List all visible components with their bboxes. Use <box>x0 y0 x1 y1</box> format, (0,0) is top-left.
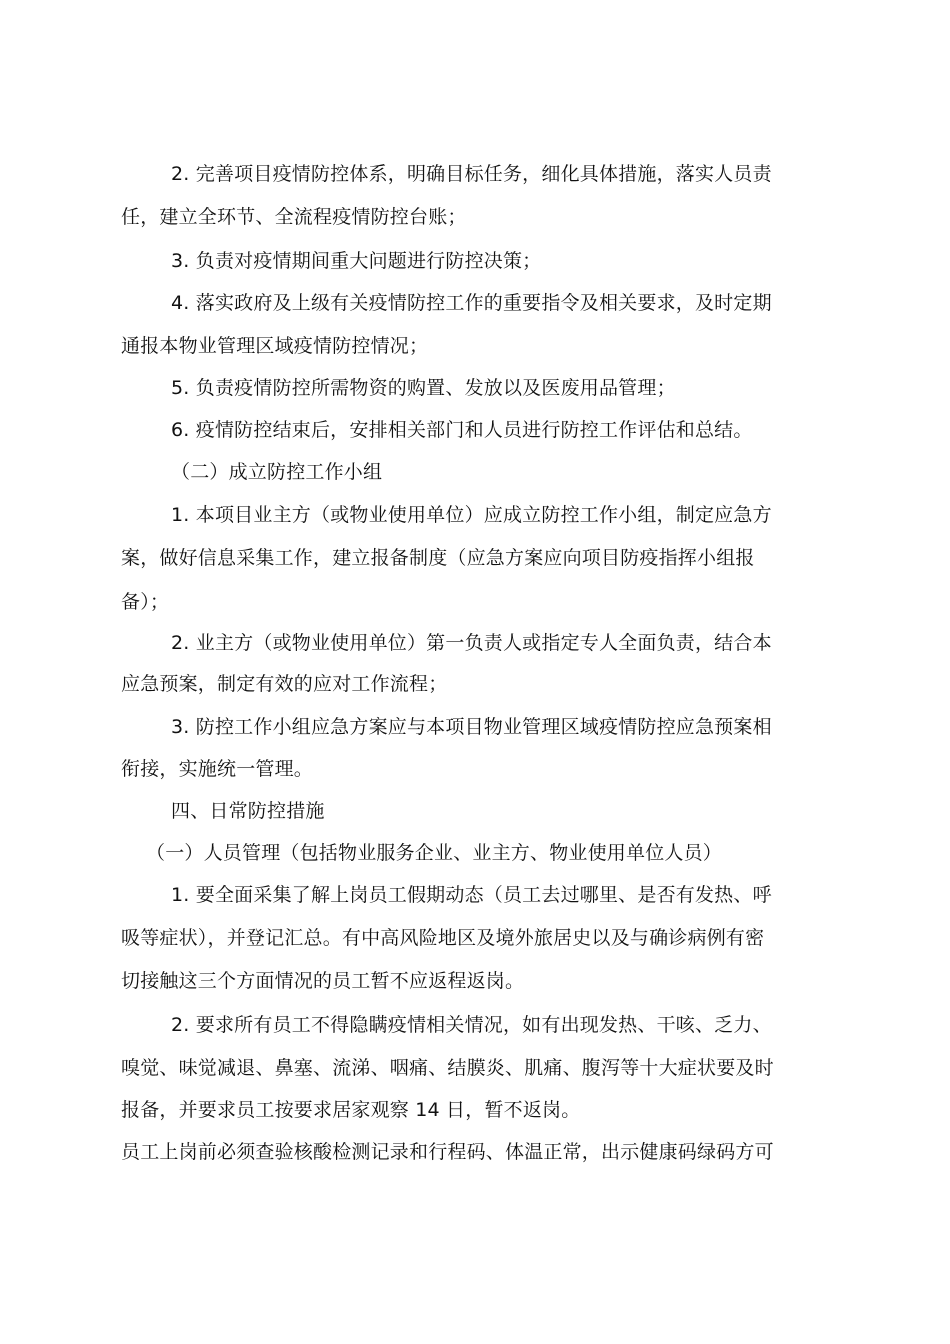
text-line: 任，建立全环节、全流程疫情防控台账； <box>121 206 467 228</box>
chapter-heading: 四、日常防控措施 <box>171 800 325 822</box>
text-line: 3. 负责对疫情期间重大问题进行防控决策； <box>171 250 542 272</box>
text-line: 3. 防控工作小组应急方案应与本项目物业管理区域疫情防控应急预案相 <box>171 716 772 738</box>
text-line: 案，做好信息采集工作，建立报备制度（应急方案应向项目防疫指挥小组报 <box>121 547 755 569</box>
section-heading: （一）人员管理（包括物业服务企业、业主方、物业使用单位人员） <box>146 842 723 864</box>
text-line: 吸等症状），并登记汇总。有中高风险地区及境外旅居史以及与确诊病例有密 <box>121 927 765 949</box>
text-line: 6. 疫情防控结束后，安排相关部门和人员进行防控工作评估和总结。 <box>171 419 753 441</box>
text-line: 2. 业主方（或物业使用单位）第一负责人或指定专人全面负责，结合本 <box>171 632 772 654</box>
text-line: 切接触这三个方面情况的员工暂不应返程返岗。 <box>121 970 525 992</box>
text-line: 2. 完善项目疫情防控体系，明确目标任务，细化具体措施，落实人员责 <box>171 163 772 185</box>
text-line: 2. 要求所有员工不得隐瞒疫情相关情况，如有出现发热、干咳、乏力、 <box>171 1014 772 1036</box>
text-line: 4. 落实政府及上级有关疫情防控工作的重要指令及相关要求，及时定期 <box>171 292 772 314</box>
text-line: 备）； <box>121 591 170 613</box>
text-line: 嗅觉、味觉减退、鼻塞、流涕、咽痛、结膜炎、肌痛、腹泻等十大症状要及时 <box>121 1057 774 1079</box>
section-heading: （二）成立防控工作小组 <box>171 461 383 483</box>
text-line: 员工上岗前必须查验核酸检测记录和行程码、体温正常，出示健康码绿码方可 <box>121 1141 774 1163</box>
text-line: 报备，并要求员工按要求居家观察 14 日，暂不返岗。 <box>121 1099 581 1121</box>
text-line: 1. 要全面采集了解上岗员工假期动态（员工去过哪里、是否有发热、呼 <box>171 884 772 906</box>
text-line: 通报本物业管理区域疫情防控情况； <box>121 335 429 357</box>
text-line: 1. 本项目业主方（或物业使用单位）应成立防控工作小组，制定应急方 <box>171 504 772 526</box>
text-line: 应急预案，制定有效的应对工作流程； <box>121 673 448 695</box>
text-line: 5. 负责疫情防控所需物资的购置、发放以及医废用品管理； <box>171 377 676 399</box>
text-line: 衔接，实施统一管理。 <box>121 758 314 780</box>
